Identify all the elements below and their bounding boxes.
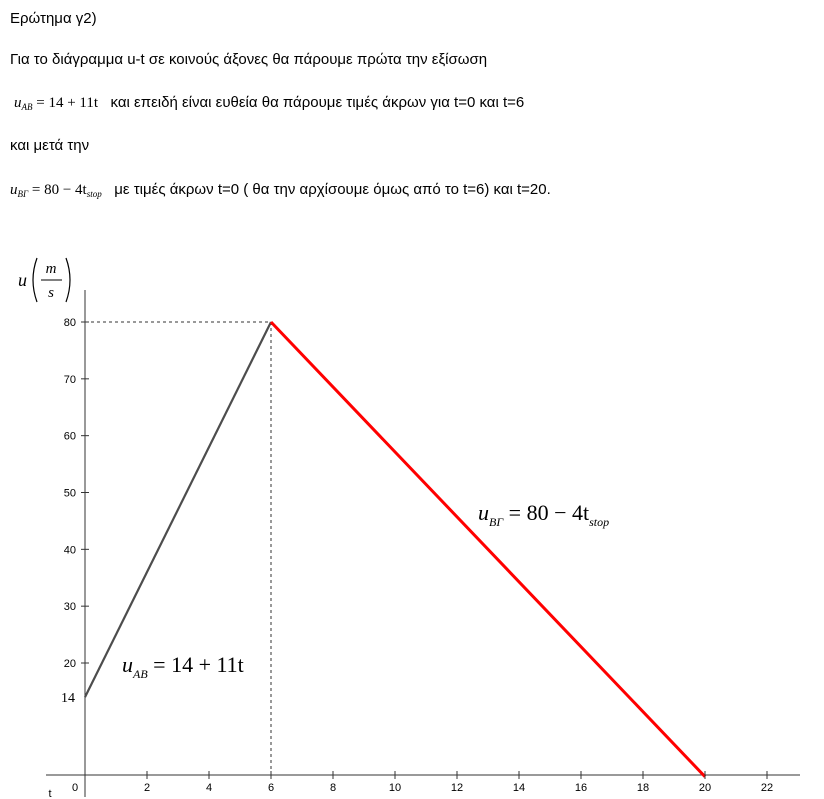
right-paren xyxy=(66,258,70,302)
x-tick-label: 8 xyxy=(329,782,337,794)
annotation-ubg: $u_{B\Gamma} = 80 - 4t_{stop}$ xyxy=(478,500,610,529)
x-tick-label: 10 xyxy=(388,782,402,794)
x-axis-label: t xyxy=(48,788,52,799)
y-tick-label: 80 xyxy=(63,317,76,329)
y-tick-label: 60 xyxy=(63,430,76,443)
series-line-bg xyxy=(271,322,705,777)
equation-2-desc: με τιμές άκρων t=0 ( θα την αρχίσουμε όμως από το t=6) και t=20. xyxy=(114,181,551,198)
x-tick-label: 6 xyxy=(267,782,275,794)
x-tick-label: 14 xyxy=(512,782,526,794)
x-tick-label: 4 xyxy=(205,782,213,794)
equation-1: $u_{AB} = 14 + 11t$ xyxy=(14,95,99,112)
equation-2: $u_{B\Gamma} = 80 - 4t_{stop}$ xyxy=(10,182,102,199)
y-tick-label: 40 xyxy=(63,544,76,557)
series-line-ab xyxy=(85,322,271,697)
y-tick-label: 30 xyxy=(63,601,76,614)
question-heading: Ερώτημα γ2) xyxy=(10,10,97,27)
y-tick-label: 70 xyxy=(63,373,76,386)
y-axis-label-var: u xyxy=(18,270,27,290)
y-tick-label: 20 xyxy=(63,658,76,670)
x-tick-label: 12 xyxy=(450,782,464,794)
y-extra-label: 14 xyxy=(61,691,75,707)
x-tick-label: 18 xyxy=(636,782,650,794)
y-axis-unit-den: s xyxy=(48,285,54,301)
x-tick-label: 16 xyxy=(574,782,588,794)
then-text: και μετά την xyxy=(10,137,90,154)
intro-text: Για το διάγραμμα u-t σε κοινούς άξονες θα πάρουμε πρώτα την εξίσωση xyxy=(10,51,488,68)
x-tick-label: 22 xyxy=(760,782,774,794)
x-tick-label: 0 xyxy=(71,782,79,794)
annotation-uab: $u_{AB} = 14 + 11t$ xyxy=(122,652,244,681)
left-paren xyxy=(33,258,37,302)
y-tick-label: 50 xyxy=(63,487,76,500)
y-axis-unit-num: m xyxy=(45,261,57,277)
x-tick-label: 2 xyxy=(143,782,151,794)
x-tick-label: 20 xyxy=(698,782,712,794)
equation-1-desc: και επειδή είναι ευθεία θα πάρουμε τιμές άκρων για t=0 και t=6 xyxy=(110,94,525,111)
